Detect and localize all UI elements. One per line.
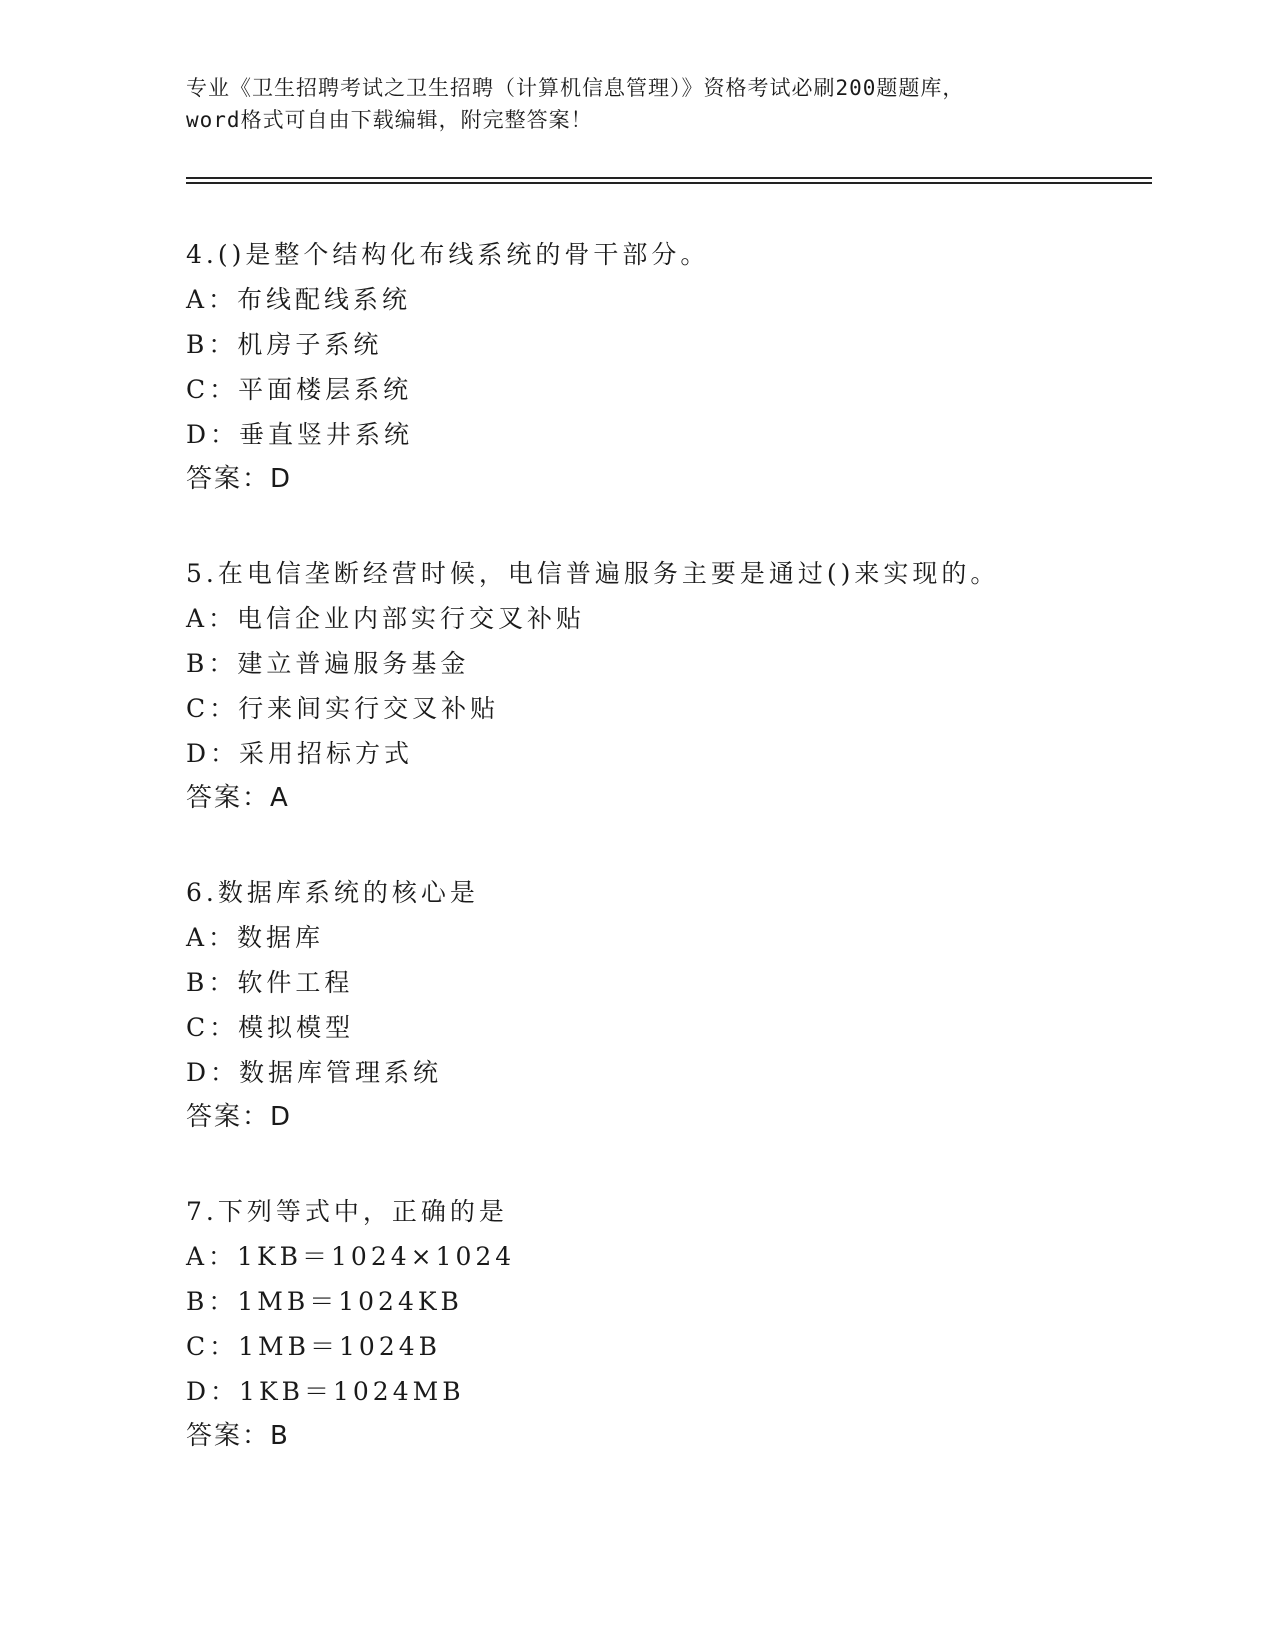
header-line-1: 专业《卫生招聘考试之卫生招聘（计算机信息管理）》资格考试必刷200题题库，: [186, 76, 965, 100]
option-d: D：采用招标方式: [186, 739, 414, 768]
option-d: D：数据库管理系统: [186, 1058, 443, 1087]
question-7: [186, 1189, 1136, 1459]
answer-line: 答案：A: [186, 783, 290, 813]
question-stem: 6.数据库系统的核心是: [186, 878, 479, 907]
option-a: A：数据库: [186, 923, 325, 952]
question-5: [186, 551, 1136, 821]
option-c: C：平面楼层系统: [186, 375, 413, 404]
question-stem: 7.下列等式中，正确的是: [186, 1197, 508, 1226]
answer-line: 答案：D: [186, 1102, 293, 1132]
answer-line: 答案：B: [186, 1421, 290, 1451]
question-4: [186, 232, 1136, 502]
document-header: [186, 72, 1086, 136]
option-b: B：软件工程: [186, 968, 354, 997]
question-stem: 5.在电信垄断经营时候，电信普遍服务主要是通过()来实现的。: [186, 559, 1000, 588]
option-c: C：1MB＝1024B: [186, 1332, 441, 1361]
option-c: C：行来间实行交叉补贴: [186, 694, 500, 723]
option-a: A：1KB＝1024×1024: [186, 1242, 516, 1271]
header-line-2: word格式可自由下载编辑，附完整答案！: [186, 108, 593, 132]
question-stem: 4.()是整个结构化布线系统的骨干部分。: [186, 240, 710, 269]
option-a: A：电信企业内部实行交叉补贴: [186, 604, 586, 633]
option-b: B：建立普遍服务基金: [186, 649, 470, 678]
option-d: D：垂直竖井系统: [186, 420, 414, 449]
question-6: [186, 870, 1136, 1140]
option-d: D：1KB＝1024MB: [186, 1377, 465, 1406]
option-c: C：模拟模型: [186, 1013, 355, 1042]
option-b: B：1MB＝1024KB: [186, 1287, 463, 1316]
option-a: A：布线配线系统: [186, 285, 412, 314]
option-b: B：机房子系统: [186, 330, 383, 359]
header-divider-top: [186, 177, 1152, 179]
header-divider-bottom: [186, 182, 1152, 184]
answer-line: 答案：D: [186, 464, 293, 494]
